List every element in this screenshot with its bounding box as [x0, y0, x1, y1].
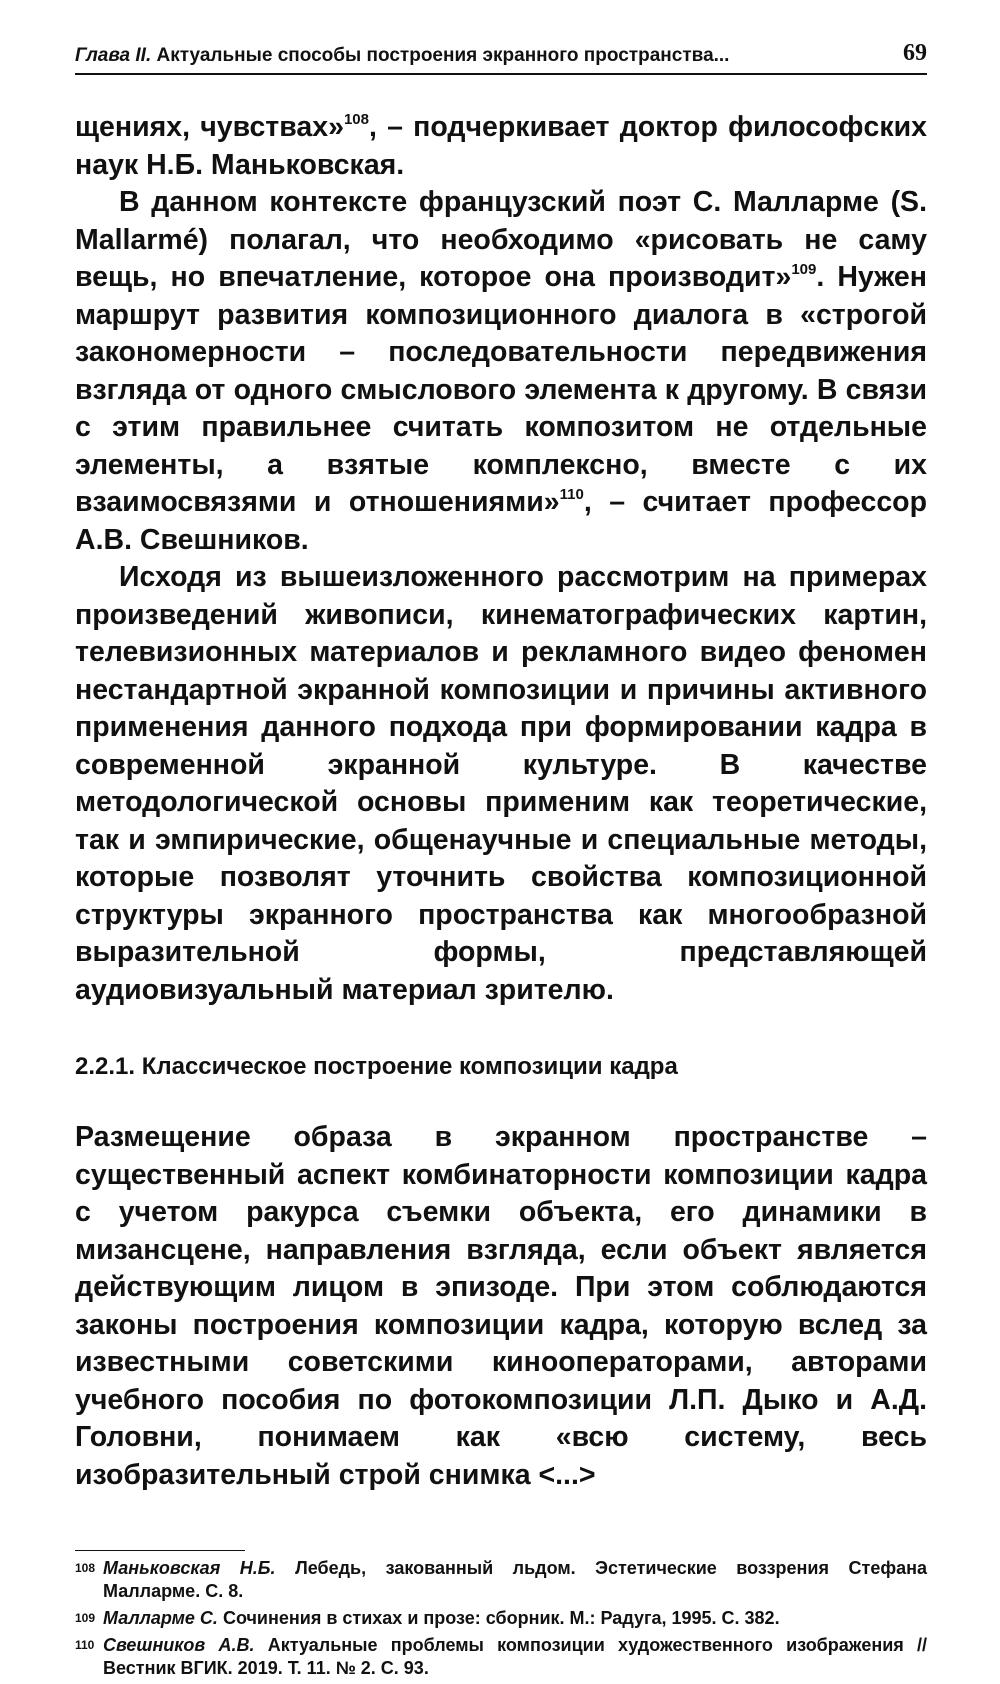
footnotes	[75, 1557, 927, 1680]
book-page	[75, 40, 927, 1684]
footnote-text	[103, 1607, 780, 1630]
footnote-body: Актуальные проблемы композиции художественного изображения // Вестник ВГИК. 2019. Т. 11. № 2. С. 93.	[103, 1635, 927, 1678]
paragraph-4: Размещение образа в экранном пространстве – существенный аспект комбинаторности композиции кадра с учетом ракурса съемки объекта, его динамики в мизансцене, направления взгляда, если объект является действующим лицом в эпизоде. При этом соблюдаются законы построения композиции кадра, которую вслед за известными советскими кинооператорами, авторами учебного пособия по фотокомпозиции Л.П. Дыко и А.Д. Головни, понимаем как «всю систему, весь изобразительный строй снимка <...>	[75, 1121, 927, 1491]
footnote-110	[75, 1634, 927, 1680]
paragraph-3: Исходя из вышеизложенного рассмотрим на примерах произведений живописи, кинематографических картин, телевизионных материалов и рекламного видео феномен нестандартной экранной композиции и причины активного применения данного подхода при формировании кадра в современной экранной культуре. В качестве методологической основы применим как теоретические, так и эмпирические, общенаучные и специальные методы, которые позволят уточнить свойства композиционной структуры экранного пространства как многообразной выразительной формы, представляющей аудиовизуальный материал зрителю.	[75, 561, 927, 1006]
footnote-number: 110	[75, 1638, 95, 1652]
chapter-title-text: Актуальные способы построения экранного пространства...	[156, 45, 730, 66]
footnote-109	[75, 1607, 927, 1630]
footnote-author: Малларме С.	[103, 1608, 218, 1628]
footnote-body: Лебедь, закованный льдом. Эстетические воззрения Стефана Малларме. С. 8.	[103, 1558, 927, 1601]
p1-text-b: , – подчеркивает доктор философских наук Н.Б. Маньковская.	[75, 111, 927, 181]
footnote-body: Сочинения в стихах и прозе: сборник. М.: Радуга, 1995. С. 382.	[217, 1608, 780, 1628]
footnote-author: Маньковская Н.Б.	[103, 1558, 276, 1578]
page-number: 69	[903, 40, 927, 66]
footnote-text	[103, 1634, 927, 1680]
p1-text-a: щениях, чувствах»	[75, 111, 344, 143]
footnote-ref-110: 110	[559, 486, 584, 503]
footnote-divider	[75, 1550, 245, 1551]
footnote-ref-109: 109	[791, 261, 817, 278]
footnote-number: 109	[75, 1611, 96, 1625]
chapter-title	[75, 45, 729, 67]
footnote-108	[75, 1557, 927, 1603]
p2-text-a: В данном контексте французский поэт С. Малларме (S. Mallarmé) полагал, что необходимо «рисовать не саму вещь, но впечатление, которое она производит»	[75, 186, 927, 293]
chapter-label: Глава II.	[75, 45, 152, 66]
footnote-ref-108: 108	[343, 111, 369, 128]
p2-text-c: , – считает профессор А.В. Свешников.	[75, 486, 927, 556]
footnote-number: 108	[75, 1561, 96, 1575]
footnote-text	[103, 1557, 927, 1603]
paragraph-1	[75, 109, 927, 184]
paragraph-2	[75, 184, 927, 559]
section-heading: 2.2.1. Классическое построение композиции кадра	[75, 1053, 678, 1080]
running-header	[75, 40, 927, 75]
p2-text-b: . Нужен маршрут развития композиционного диалога в «строгой закономерности – последовательности передвижения взгляда от одного смыслового элемента к другому. В связи с этим правильнее считать композитом не отдельные элементы, а взятые комплексно, вместе с их взаимосвязями и отношениями»	[75, 261, 928, 518]
footnote-author: Свешников А.В.	[103, 1635, 255, 1655]
